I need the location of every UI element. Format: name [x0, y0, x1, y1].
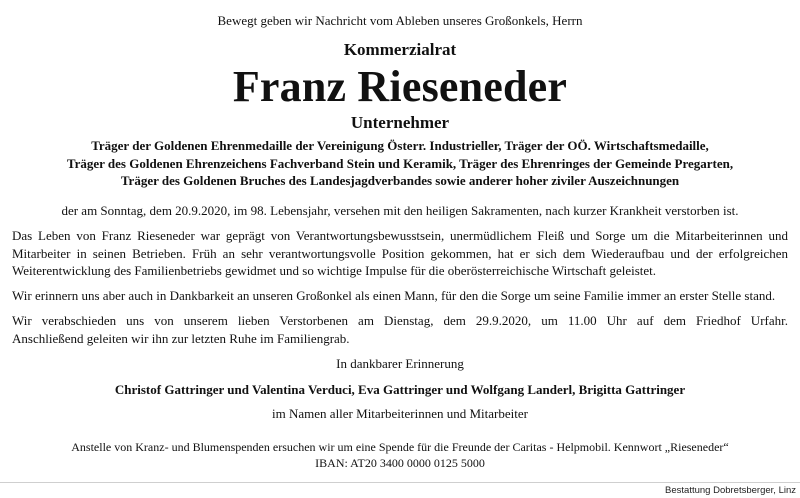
deceased-name: Franz Rieseneder: [232, 62, 568, 111]
donation-request: Anstelle von Kranz- und Blumenspenden ersuchen wir um eine Spende für die Freunde der Caritas - Helpmobil. Kennwort „Rieseneder“: [71, 440, 729, 454]
remember-paragraph: Wir erinnern uns aber auch in Dankbarkeit an unseren Großonkel als einen Mann, für den die Sorge um seine Familie immer an erster Stelle stand.: [12, 288, 776, 303]
honour-line: Träger des Goldenen Bruches des Landesjagdverbandes sowie anderer hoher ziviler Auszeichnungen: [120, 173, 680, 188]
death-statement: der am Sonntag, dem 20.9.2020, im 98. Lebensjahr, versehen mit den heiligen Sakramenten, nach kurzer Krankheit verstorben ist.: [61, 203, 739, 218]
funeral-line: Wir verabschieden uns von unserem lieben Verstorbenen am Dienstag, dem 29.9.2020, um 11.00 Uhr auf dem Friedhof Urfahr.: [12, 313, 788, 328]
profession: Unternehmer: [350, 113, 450, 132]
honour-line: Träger des Goldenen Ehrenzeichens Fachverband Stein und Keramik, Träger des Ehrenringes der Gemeinde Pregarten,: [66, 155, 734, 171]
iban-line: IBAN: AT20 3400 0000 0125 5000: [315, 456, 485, 470]
honorary-title: Kommerzialrat: [343, 40, 457, 59]
life-paragraph: Das Leben von Franz Rieseneder war geprägt von Verantwortungsbewusstsein, unermüdlichem Fleiß und Sorge um die Mitarbeiterinnen und Mitarbeiter in seinen Betrieben. Früh an sehr verantwortungsvolle Position gekommen, hat er sich dem Wiederaufbau und der erfolgreichen Weiterentwicklung des Familienbetriebs gewidmet und so wichtige Impulse für die oberösterreichische Wirtschaft geleistet.: [12, 228, 788, 278]
burial-line: Anschließend geleiten wir ihn zur letzten Ruhe im Familiengrab.: [12, 330, 350, 346]
funeral-home-credit: Bestattung Dobretsberger, Linz: [665, 485, 796, 496]
funeral-paragraph: [12, 312, 788, 347]
remembrance-line: In dankbarer Erinnerung: [336, 356, 464, 371]
honours-list: [40, 137, 760, 190]
honour-line: Träger der Goldenen Ehrenmedaille der Vereinigung Österr. Industrieller, Träger der OÖ. Wirtschaftsmedaille,: [91, 138, 709, 153]
intro-line: Bewegt geben wir Nachricht vom Ableben unseres Großonkels, Herrn: [217, 13, 583, 28]
mourners-names: Christof Gattringer und Valentina Verduci, Eva Gattringer und Wolfgang Landerl, Brigitta Gattringer: [114, 382, 686, 397]
on-behalf-line: im Namen aller Mitarbeiterinnen und Mitarbeiter: [272, 406, 528, 421]
